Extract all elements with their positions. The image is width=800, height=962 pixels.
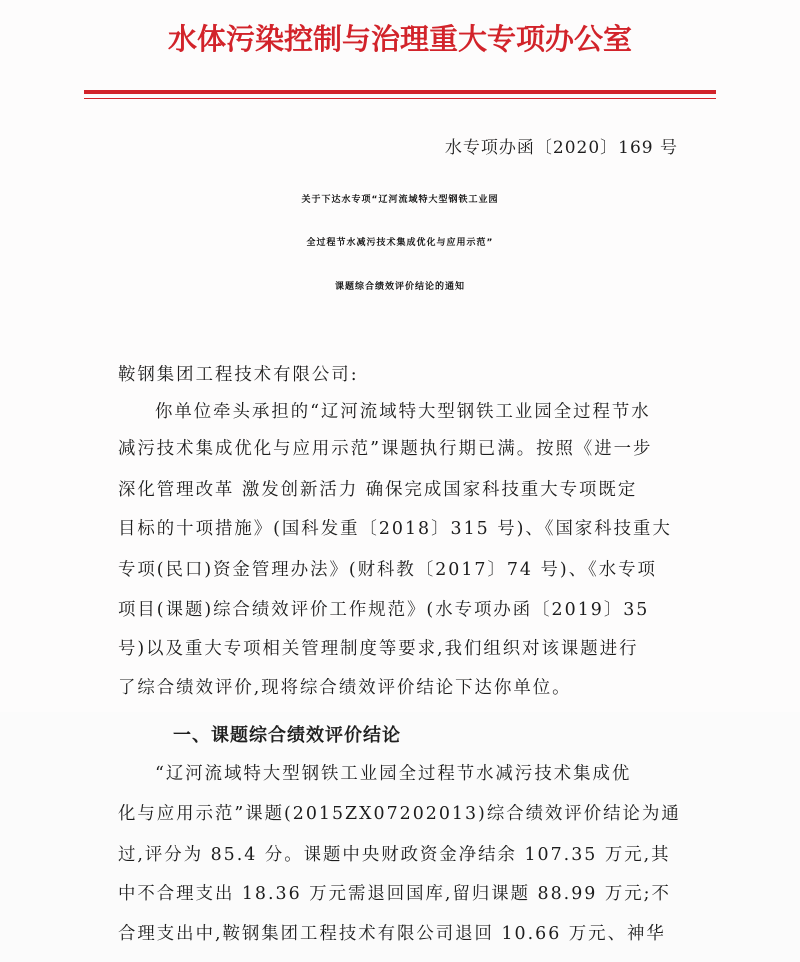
- letterhead-rule-thick: [84, 90, 716, 94]
- addressee: 鞍钢集团工程技术有限公司:: [118, 365, 359, 385]
- paragraph1-line: 减污技术集成优化与应用示范”课题执行期已满。按照《进一步: [118, 439, 653, 459]
- document-number: 水专项办函〔2020〕169 号: [444, 138, 678, 158]
- paragraph2-line: 化与应用示范”课题(2015ZX07202013)综合绩效评价结论为通: [118, 804, 681, 824]
- paragraph1-line: 了综合绩效评价,现将综合绩效评价结论下达你单位。: [118, 678, 572, 698]
- paragraph2-line: 中不合理支出 18.36 万元需退回国库,留归课题 88.99 万元;不: [118, 884, 671, 904]
- paragraph2-line: 合理支出中,鞍钢集团工程技术有限公司退回 10.66 万元、神华: [118, 924, 666, 944]
- paragraph1-line: 深化管理改革 激发创新活力 确保完成国家科技重大专项既定: [118, 480, 638, 500]
- paragraph1-line: 你单位牵头承担的“辽河流域特大型钢铁工业园全过程节水: [155, 402, 651, 422]
- paragraph2-line: “辽河流域特大型钢铁工业园全过程节水减污技术集成优: [155, 764, 632, 784]
- title-line-2: 全过程节水减污技术集成优化与应用示范”: [306, 238, 494, 248]
- title-line-1: 关于下达水专项“辽河流域特大型钢铁工业园: [301, 195, 499, 205]
- paragraph1-line: 项目(课题)综合绩效评价工作规范》(水专项办函〔2019〕35: [118, 600, 650, 620]
- paragraph1-line: 目标的十项措施》(国科发重〔2018〕315 号)、《国家科技重大: [118, 519, 672, 539]
- letterhead-rule-thin: [84, 98, 716, 99]
- paragraph2-line: 过,评分为 85.4 分。课题中央财政资金净结余 107.35 万元,其: [118, 845, 671, 865]
- paragraph1-line: 号)以及重大专项相关管理制度等要求,我们组织对该课题进行: [118, 639, 639, 659]
- letterhead-org-name: 水体污染控制与治理重大专项办公室: [167, 22, 632, 56]
- paragraph1-line: 专项(民口)资金管理办法》(财科教〔2017〕74 号)、《水专项: [118, 560, 657, 580]
- section-heading-1: 一、课题综合绩效评价结论: [173, 725, 401, 746]
- title-line-3: 课题综合绩效评价结论的通知: [334, 282, 465, 292]
